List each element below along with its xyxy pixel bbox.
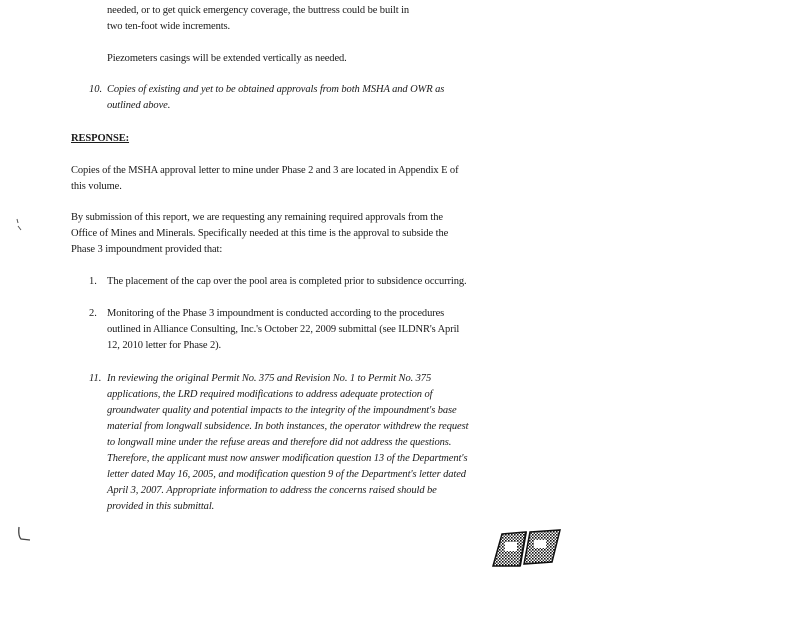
response-item-2-line-3: 12, 2010 letter for Phase 2). [107,340,222,351]
item-10-line-1: Copies of existing and yet to be obtained approvals from both MSHA and OWR as [107,84,445,95]
corner-scan-mark-icon [16,526,36,544]
response-heading: RESPONSE: [71,133,130,144]
response-para2-line-1: By submission of this report, we are requesting any remaining required approvals from the [71,212,443,223]
item-11-line-1: In reviewing the original Permit No. 375 and Revision No. 1 to Permit No. 375 [107,373,432,384]
response-para1-line-2: this volume. [71,181,122,192]
item-11-line-2: applications, the LRD required modifications to address adequate protection of [107,389,433,400]
margin-scan-mark-icon [14,218,24,232]
item-11-line-6: Therefore, the applicant must now answer modification question 13 of the Department's [107,453,468,464]
intro-line-1: needed, or to get quick emergency coverage, the buttress could be built in [107,5,410,16]
response-item-2-line-2: outlined in Alliance Consulting, Inc.'s October 22, 2009 submittal (see ILDNR's April [107,324,460,335]
item-11-number: 11. [89,373,102,384]
item-10-number: 10. [89,84,103,95]
response-item-2-line-1: Monitoring of the Phase 3 impoundment is conducted according to the procedures [107,308,445,319]
item-11-line-7: letter dated May 16, 2005, and modification question 9 of the Department's letter dated [107,469,466,480]
item-11-line-9: provided in this submittal. [107,501,215,512]
response-para2-line-2: Office of Mines and Minerals. Specifically needed at this time is the approval to subside the [71,228,449,239]
intro-line-2: two ten-foot wide increments. [107,21,231,32]
response-item-1-line-1: The placement of the cap over the pool area is completed prior to subsidence occurring. [107,276,467,287]
item-11-line-4: material from longwall subsidence. In both instances, the operator withdrew the request [107,421,469,432]
intro-line-3: Piezometers casings will be extended vertically as needed. [107,53,347,64]
item-11-line-5: to longwall mine under the refuse areas and therefore did not address the questions. [107,437,452,448]
response-item-2-number: 2. [89,308,97,319]
item-11-line-8: April 3, 2007. Appropriate information to address the concerns raised should be [107,485,437,496]
item-11-line-3: groundwater quality and potential impacts to the integrity of the impoundment's base [107,405,457,416]
stamp-logo-icon [490,528,564,570]
response-para2-line-3: Phase 3 impoundment provided that: [71,244,223,255]
response-item-1-number: 1. [89,276,97,287]
response-para1-line-1: Copies of the MSHA approval letter to mine under Phase 2 and 3 are located in Appendix E of [71,165,459,176]
item-10-line-2: outlined above. [107,100,171,111]
